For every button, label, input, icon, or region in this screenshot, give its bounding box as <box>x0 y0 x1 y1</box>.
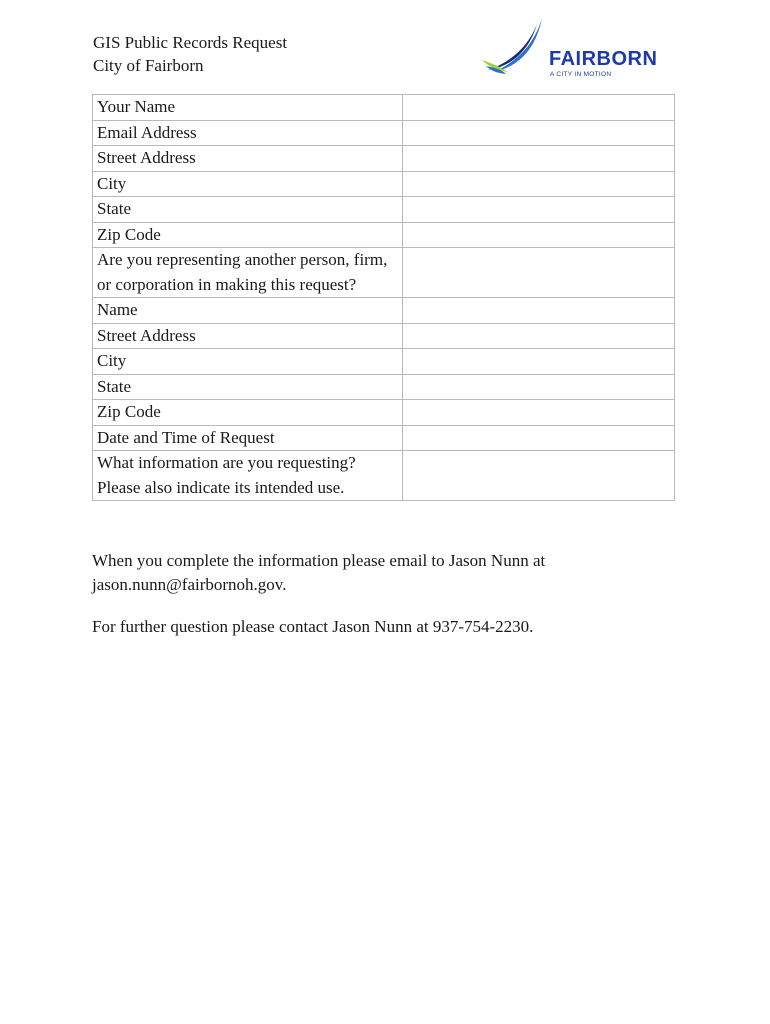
form-row <box>93 323 675 349</box>
request-form-table <box>92 94 675 501</box>
form-field-input-cell[interactable] <box>403 323 675 349</box>
form-field-label: What information are you requesting? Please also indicate its intended use. <box>93 451 403 501</box>
form-field-input-cell[interactable] <box>403 349 675 375</box>
form-row <box>93 222 675 248</box>
form-field-input-cell[interactable] <box>403 425 675 451</box>
form-field-label: Zip Code <box>93 400 403 426</box>
form-field-input-cell[interactable] <box>403 451 675 501</box>
form-field-label: Street Address <box>93 146 403 172</box>
form-row <box>93 298 675 324</box>
form-row <box>93 451 675 501</box>
form-row <box>93 374 675 400</box>
form-row <box>93 146 675 172</box>
form-field-label: Name <box>93 298 403 324</box>
logo-name: FAIRBORN <box>549 48 658 70</box>
form-field-label: Are you representing another person, firm, or corporation in making this request? <box>93 248 403 298</box>
form-field-input-cell[interactable] <box>403 298 675 324</box>
form-field-label: Date and Time of Request <box>93 425 403 451</box>
fairborn-logo <box>480 16 680 82</box>
form-row <box>93 349 675 375</box>
form-field-input-cell[interactable] <box>403 146 675 172</box>
form-row <box>93 400 675 426</box>
form-field-label: State <box>93 197 403 223</box>
form-row <box>93 425 675 451</box>
logo-tagline: A CITY IN MOTION <box>550 71 612 78</box>
form-field-input-cell[interactable] <box>403 400 675 426</box>
form-row <box>93 120 675 146</box>
form-field-input-cell[interactable] <box>403 95 675 121</box>
document-header <box>93 31 287 77</box>
form-field-input-cell[interactable] <box>403 248 675 298</box>
form-field-label: City <box>93 171 403 197</box>
form-field-label: State <box>93 374 403 400</box>
form-field-label: Your Name <box>93 95 403 121</box>
form-field-input-cell[interactable] <box>403 197 675 223</box>
swoosh-logo-icon <box>480 16 550 82</box>
form-field-label: Email Address <box>93 120 403 146</box>
form-row <box>93 197 675 223</box>
form-field-label: City <box>93 349 403 375</box>
form-row <box>93 248 675 298</box>
form-field-input-cell[interactable] <box>403 222 675 248</box>
form-field-input-cell[interactable] <box>403 120 675 146</box>
form-field-label: Zip Code <box>93 222 403 248</box>
document-subtitle: City of Fairborn <box>93 56 204 75</box>
form-field-input-cell[interactable] <box>403 171 675 197</box>
form-field-label: Street Address <box>93 323 403 349</box>
form-field-input-cell[interactable] <box>403 374 675 400</box>
form-row <box>93 171 675 197</box>
document-title: GIS Public Records Request <box>93 33 288 52</box>
email-instruction: When you complete the information please email to Jason Nunn at jason.nunn@fairbornoh.gov. <box>92 551 546 594</box>
contact-instruction: For further question please contact Jason Nunn at 937-754-2230. <box>92 617 534 636</box>
form-row <box>93 95 675 121</box>
